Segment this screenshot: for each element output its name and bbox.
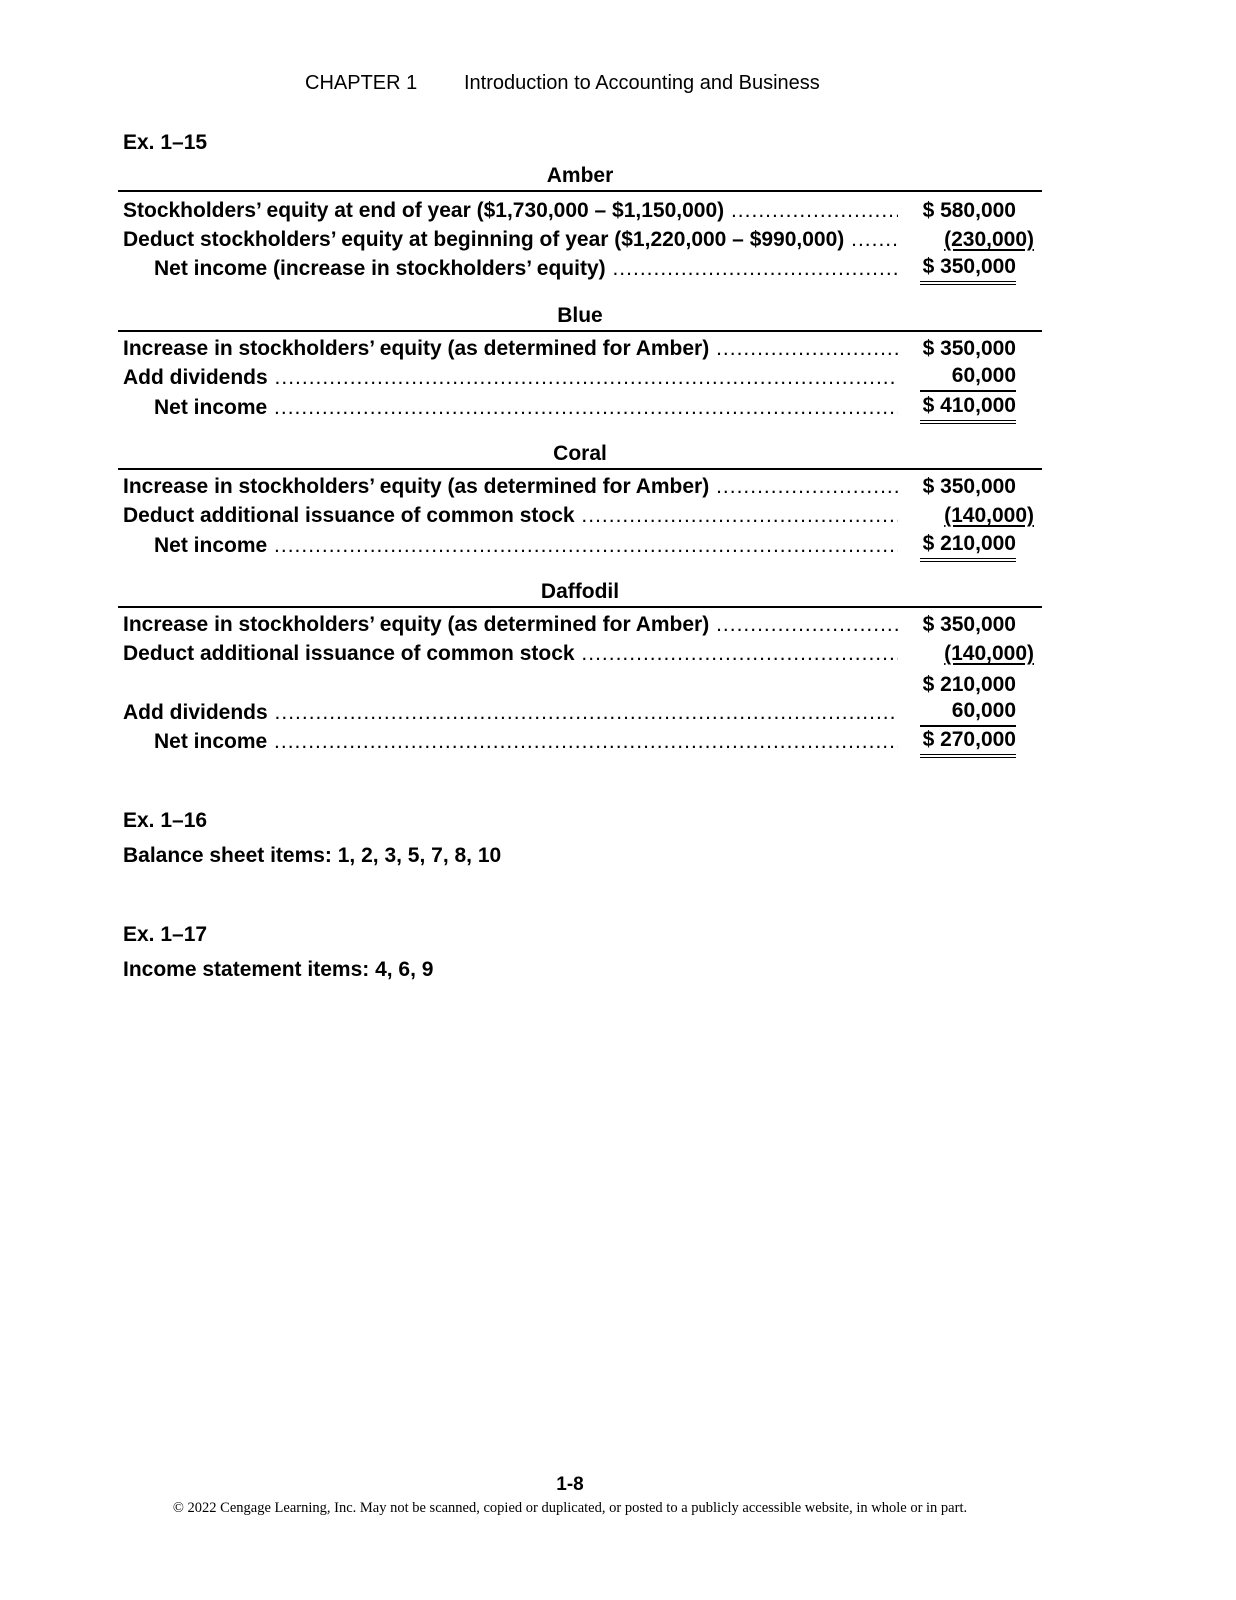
statement-row bbox=[123, 610, 1042, 639]
statement-row bbox=[123, 334, 1042, 363]
statement-row bbox=[123, 531, 1042, 560]
row-label: Stockholders’ equity at end of year ($1,730,000 – $1,150,000) ..... bbox=[123, 196, 898, 225]
row-amount: $ 580,000 bbox=[922, 199, 1016, 222]
income-statement-items: Income statement items: 4, 6, 9 bbox=[123, 958, 434, 981]
balance-sheet-items: Balance sheet items: 1, 2, 3, 5, 7, 8, 10 bbox=[123, 844, 502, 867]
statement-row bbox=[123, 727, 1042, 756]
row-amount: $ 410,000 bbox=[920, 393, 1016, 424]
exercise-label-1-16: Ex. 1–16 bbox=[123, 809, 208, 832]
section-title: Amber bbox=[118, 162, 1042, 192]
row-amount: $ 350,000 bbox=[922, 613, 1016, 636]
section-blue bbox=[118, 302, 1042, 432]
row-amount: $ 210,000 bbox=[920, 531, 1016, 562]
statement-row bbox=[123, 196, 1042, 225]
exercise-label-1-17: Ex. 1–17 bbox=[123, 923, 208, 946]
section-title: Coral bbox=[118, 440, 1042, 470]
row-amount: $ 350,000 bbox=[922, 475, 1016, 498]
section-title: Daffodil bbox=[118, 578, 1042, 608]
statement-row bbox=[123, 698, 1042, 727]
statement-row bbox=[123, 639, 1042, 668]
statement-row bbox=[123, 393, 1042, 422]
statement-row bbox=[123, 501, 1042, 530]
row-label: Deduct additional issuance of common stock ..... bbox=[123, 639, 898, 668]
row-amount: 60,000 bbox=[920, 698, 1016, 727]
exercise-label-1-15: Ex. 1–15 bbox=[123, 131, 208, 154]
section-amber bbox=[118, 162, 1042, 292]
statement-row bbox=[123, 225, 1042, 254]
row-amount-value: (140,000) bbox=[944, 642, 1034, 665]
row-label: Net income ..... bbox=[154, 727, 898, 756]
row-label: Increase in stockholders’ equity (as determined for Amber) ..... bbox=[123, 472, 898, 501]
row-amount: $ 270,000 bbox=[920, 727, 1016, 758]
running-header bbox=[305, 72, 820, 95]
row-amount bbox=[926, 639, 1034, 668]
row-label: Deduct additional issuance of common stock ..... bbox=[123, 501, 898, 530]
row-amount: 60,000 bbox=[920, 363, 1016, 392]
section-coral bbox=[118, 440, 1042, 570]
row-label: Net income (increase in stockholders’ equity) ..... bbox=[154, 254, 898, 283]
row-label: Add dividends ..... bbox=[123, 363, 898, 392]
row-label: Add dividends ..... bbox=[123, 698, 898, 727]
chapter-label: CHAPTER 1 bbox=[305, 72, 418, 94]
row-amount-value: (140,000) bbox=[944, 504, 1034, 527]
statement-row bbox=[123, 254, 1042, 283]
section-title: Blue bbox=[118, 302, 1042, 332]
row-amount bbox=[926, 225, 1034, 254]
statement-row-subtotal bbox=[123, 670, 1042, 699]
row-amount bbox=[926, 501, 1034, 530]
row-amount: $ 210,000 bbox=[922, 673, 1016, 696]
row-label: Increase in stockholders’ equity (as determined for Amber) ..... bbox=[123, 334, 898, 363]
copyright-notice: © 2022 Cengage Learning, Inc. May not be scanned, copied or duplicated, or posted to a publicly accessible website, in whole or in part. bbox=[172, 1500, 968, 1516]
row-label: Net income ..... bbox=[154, 393, 898, 422]
row-amount: $ 350,000 bbox=[920, 254, 1016, 285]
row-label: Increase in stockholders’ equity (as determined for Amber) ..... bbox=[123, 610, 898, 639]
row-amount-value: (230,000) bbox=[944, 228, 1034, 251]
row-amount: $ 350,000 bbox=[922, 337, 1016, 360]
statement-row bbox=[123, 472, 1042, 501]
chapter-title: Introduction to Accounting and Business bbox=[464, 72, 820, 94]
section-daffodil bbox=[118, 578, 1042, 768]
page-number: 1-8 bbox=[556, 1474, 584, 1495]
row-label: Net income ..... bbox=[154, 531, 898, 560]
statement-row bbox=[123, 363, 1042, 392]
row-label: Deduct stockholders’ equity at beginning of year ($1,220,000 – $990,000) ..... bbox=[123, 225, 898, 254]
